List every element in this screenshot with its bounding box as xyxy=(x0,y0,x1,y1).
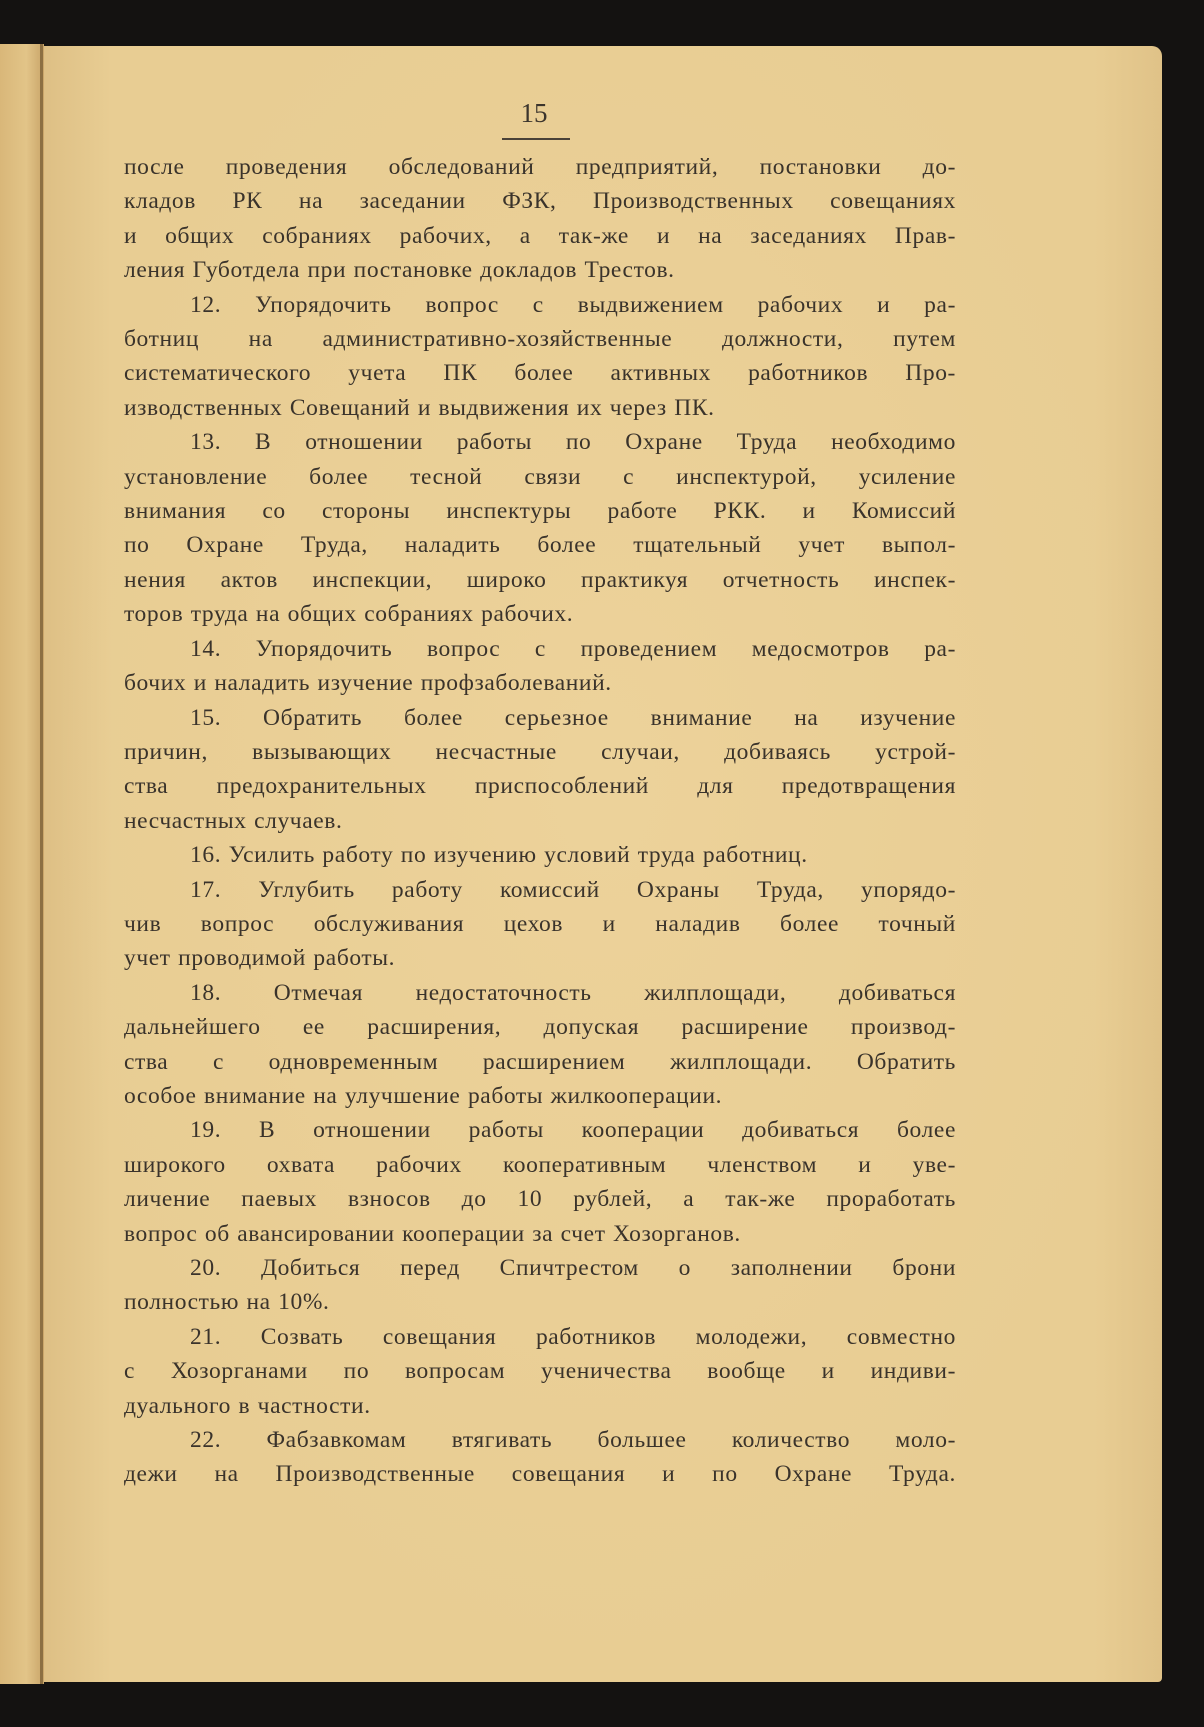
text-line: дежи на Производственные совещания и по Охране Труда. xyxy=(124,1461,956,1488)
paragraph-item-13 xyxy=(124,425,956,631)
binding-gutter xyxy=(40,44,43,1684)
paragraph-item-12 xyxy=(124,288,956,426)
paragraph-item-14 xyxy=(124,632,956,701)
text-line: причин, вызывающих несчастные случаи, добиваясь устрой- xyxy=(124,738,956,765)
text-line: по Охране Труда, наладить более тщательный учет выпол- xyxy=(124,532,956,559)
text-line: с Хозорганами по вопросам ученичества вообще и индиви- xyxy=(124,1358,956,1385)
text-line: полностью на 10%. xyxy=(124,1289,330,1316)
text-line: ления Губотдела при постановке докладов Трестов. xyxy=(124,257,675,284)
paragraph-item-22 xyxy=(124,1423,956,1492)
text-line: дальнейшего ее расширения, допуская расширение производ- xyxy=(124,1014,956,1041)
text-line: ботниц на административно-хозяйственные должности, путем xyxy=(124,326,956,353)
text-line: изводственных Совещаний и выдвижения их через ПК. xyxy=(124,394,715,421)
text-line: 13. В отношении работы по Охране Труда необходимо xyxy=(190,429,956,456)
facing-page-edge xyxy=(0,44,44,1684)
text-line: 12. Упорядочить вопрос с выдвижением рабочих и ра- xyxy=(190,291,956,318)
text-line: дуального в частности. xyxy=(124,1392,371,1419)
text-line: установление более тесной связи с инспектурой, усиление xyxy=(124,463,956,490)
text-line: ства предохранительных приспособлений для предотвращения xyxy=(124,773,956,800)
text-line: 16. Усилить работу по изучению условий труда работниц. xyxy=(190,842,808,869)
text-line: 20. Добиться перед Спичтрестом о заполнении брони xyxy=(190,1255,956,1281)
text-line: 15. Обратить более серьезное внимание на изучение xyxy=(190,704,956,731)
text-line: кладов РК на заседании ФЗК, Производственных совещаниях xyxy=(124,188,956,215)
text-line: 21. Созвать совещания работников молодежи, совместно xyxy=(190,1323,956,1350)
text-line: 18. Отмечая недостаточность жилплощади, добиваться xyxy=(190,979,956,1006)
paragraph-item-15 xyxy=(124,701,956,839)
page-number-underline xyxy=(502,138,570,140)
text-line: 17. Углубить работу комиссий Охраны Труда, упорядо- xyxy=(190,876,956,903)
paragraph-item-17 xyxy=(124,873,956,976)
text-line: широкого охвата рабочих кооперативным членством и уве- xyxy=(124,1151,956,1178)
text-line: учет проводимой работы. xyxy=(124,945,396,972)
text-line: систематического учета ПК более активных работников Про- xyxy=(124,360,956,387)
paragraph-1 xyxy=(124,150,956,288)
paragraph-item-21 xyxy=(124,1320,956,1423)
text-line: внимания со стороны инспектуры работе РКК. и Комиссий xyxy=(124,498,956,525)
page-number: 15 xyxy=(520,98,548,128)
text-line: чив вопрос обслуживания цехов и наладив более точный xyxy=(124,910,956,937)
paragraph-item-19 xyxy=(124,1113,956,1251)
text-line: 14. Упорядочить вопрос с проведением медосмотров ра- xyxy=(190,635,956,662)
text-line: нения актов инспекции, широко практикуя отчетность инспек- xyxy=(124,566,956,593)
text-line: бочих и наладить изучение профзаболеваний. xyxy=(124,670,612,697)
text-line: 19. В отношении работы кооперации добиваться более xyxy=(190,1117,956,1144)
paragraph-item-18 xyxy=(124,976,956,1114)
body-text xyxy=(124,150,956,1492)
text-line: торов труда на общих собраниях рабочих. xyxy=(124,601,574,628)
paragraph-item-20 xyxy=(124,1251,956,1320)
paragraph-item-16 xyxy=(124,838,956,872)
text-line: и общих собраниях рабочих, а так-же и на заседаниях Прав- xyxy=(124,222,956,249)
text-line: после проведения обследований предприятий, постановки до- xyxy=(124,154,956,180)
text-line: личение паевых взносов до 10 рублей, а так-же проработать xyxy=(124,1186,956,1213)
text-line: ства с одновременным расширением жилплощади. Обратить xyxy=(124,1048,956,1075)
text-line: особое внимание на улучшение работы жилкооперации. xyxy=(124,1082,723,1109)
text-line: несчастных случаев. xyxy=(124,807,343,834)
text-line: вопрос об авансировании кооперации за счет Хозорганов. xyxy=(124,1220,741,1247)
text-line: 22. Фабзавкомам втягивать большее количество моло- xyxy=(190,1427,956,1454)
